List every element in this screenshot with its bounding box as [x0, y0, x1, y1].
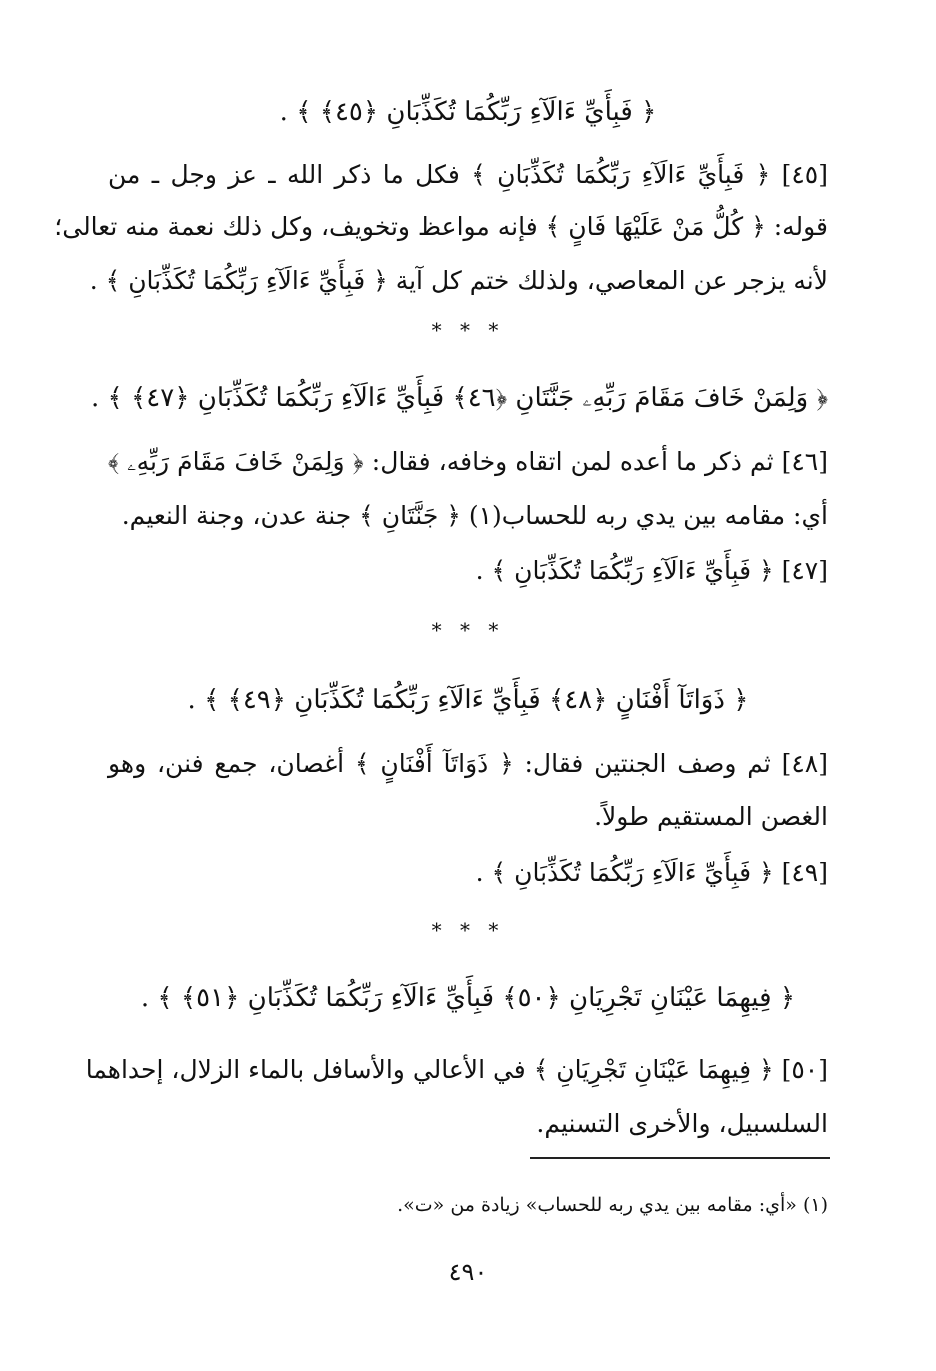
footnote-divider [530, 1157, 830, 1159]
commentary-50-line-2: السلسبيل، والأخرى التسنيم. [536, 1109, 828, 1138]
section-separator: * * * [431, 318, 505, 342]
commentary-47: [٤٧] ﴿ فَبِأَيِّ ءَالَآءِ رَبِّكُمَا تُكَذِّبَانِ ﴾ . [475, 556, 828, 585]
quran-verse-45: ﴿ فَبِأَيِّ ءَالَآءِ رَبِّكُمَا تُكَذِّبَانِ ﴿٤٥﴾ ﴾ . [279, 97, 657, 127]
commentary-50-line-1: [٥٠] ﴿ فِيهِمَا عَيْنَانِ تَجْرِيَانِ ﴾ في الأعالي والأسافل بالماء الزلال، إحداهما [85, 1055, 828, 1084]
footnote-1: (١) «أي: مقامه بين يدي ربه للحساب» زيادة من «ت». [397, 1194, 828, 1216]
commentary-45-line-3: لأنه يزجر عن المعاصي، ولذلك ختم كل آية ﴿ فَبِأَيِّ ءَالَآءِ رَبِّكُمَا تُكَذِّبَانِ ﴾ . [89, 266, 828, 295]
commentary-49: [٤٩] ﴿ فَبِأَيِّ ءَالَآءِ رَبِّكُمَا تُكَذِّبَانِ ﴾ . [475, 858, 828, 887]
commentary-45-line-1: [٤٥] ﴿ فَبِأَيِّ ءَالَآءِ رَبِّكُمَا تُكَذِّبَانِ ﴾ فكل ما ذكر الله ـ عز وجل ـ من [108, 160, 828, 189]
quran-verse-50-51: ﴿ فِيهِمَا عَيْنَانِ تَجْرِيَانِ ﴿٥٠﴾ فَبِأَيِّ ءَالَآءِ رَبِّكُمَا تُكَذِّبَانِ ﴿٥١﴾ ﴾ . [140, 983, 796, 1013]
commentary-46-line-2: أي: مقامه بين يدي ربه للحساب(١) ﴿ جَنَّتَانِ ﴾ جنة عدن، وجنة النعيم. [121, 501, 828, 530]
commentary-48-line-2: الغصن المستقيم طولاً. [594, 802, 828, 831]
commentary-48-line-1: [٤٨] ثم وصف الجنتين فقال: ﴿ ذَوَاتَآ أَفْنَانٍ ﴾ أغصان، جمع فنن، وهو [108, 749, 828, 778]
page-number: ٤٩٠ [448, 1258, 488, 1286]
quran-verse-46-47: ﴿ وَلِمَنْ خَافَ مَقَامَ رَبِّهِۦ جَنَّتَانِ ﴿٤٦﴾ فَبِأَيِّ ءَالَآءِ رَبِّكُمَا تُكَذِّبَانِ ﴿٤٧﴾ ﴾ . [91, 383, 828, 413]
commentary-45-line-2: قوله: ﴿ كُلُّ مَنْ عَلَيْهَا فَانٍ ﴾ فإنه مواعظ وتخويف، وكل ذلك نعمة منه تعالى؛ [54, 212, 828, 241]
section-separator: * * * [431, 618, 505, 642]
quran-verse-48-49: ﴿ ذَوَاتَآ أَفْنَانٍ ﴿٤٨﴾ فَبِأَيِّ ءَالَآءِ رَبِّكُمَا تُكَذِّبَانِ ﴿٤٩﴾ ﴾ . [187, 685, 749, 715]
commentary-46-line-1: [٤٦] ثم ذكر ما أعده لمن اتقاه وخافه، فقال: ﴿ وَلِمَنْ خَافَ مَقَامَ رَبِّهِۦ ﴾ [108, 447, 828, 476]
section-separator: * * * [431, 918, 505, 942]
